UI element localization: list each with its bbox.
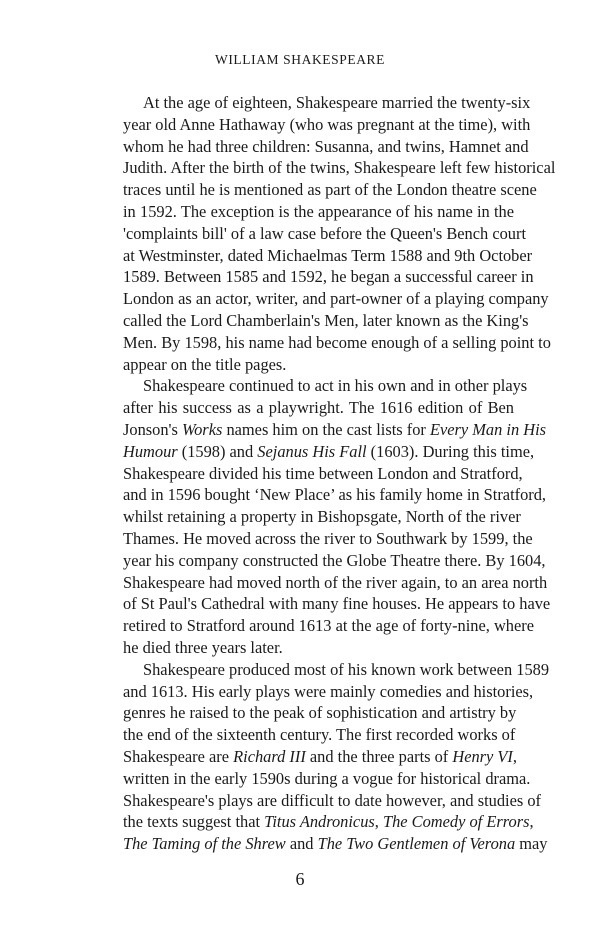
text-run: whilst retaining a property in Bishopsgate, North of the river	[123, 507, 521, 527]
text-line	[103, 790, 542, 812]
text-run: ,	[374, 812, 383, 832]
text-run: At the age of eighteen, Shakespeare married the twenty-six	[143, 93, 531, 112]
text-run: London as an actor, writer, and part-owner of a playing company	[123, 289, 549, 309]
text-line	[103, 768, 531, 790]
text-run: 'complaints bill' of a law case before the Queen's Bench court	[123, 223, 527, 243]
paragraph	[103, 92, 556, 375]
text-line	[103, 288, 549, 310]
text-line	[103, 637, 514, 659]
text-line	[103, 615, 534, 637]
italic-title: Every Man in His	[429, 419, 547, 439]
italic-title: Humour	[123, 441, 178, 461]
text-run: Shakespeare are	[123, 746, 234, 766]
text-run: 1589. Between 1585 and 1592, he began a successful career in	[123, 267, 534, 287]
text-run: retired to Stratford around 1613 at the age of forty-nine, where	[123, 616, 534, 636]
text-line	[103, 528, 533, 550]
text-run: written in the early 1590s during a vogue for historical drama.	[123, 768, 531, 788]
text-line	[103, 724, 514, 746]
text-run: genres he raised to the peak of sophistication and artistry by	[123, 703, 517, 723]
text-line	[103, 506, 521, 528]
text-run: whom he had three children: Susanna, and twins, Hamnet and	[123, 136, 529, 156]
text-line	[103, 463, 523, 485]
text-run: traces until he is mentioned as part of the London theatre scene	[123, 180, 537, 200]
text-line	[103, 310, 529, 332]
text-line	[103, 811, 534, 833]
text-line	[103, 746, 517, 768]
text-run: Thames. He moved across the river to Southwark by 1599, the	[123, 528, 533, 548]
text-run: Shakespeare had moved north of the river again, to an area north	[123, 572, 548, 592]
text-run: of St Paul's Cathedral with many fine houses. He appears to have	[123, 594, 551, 614]
text-run: after his success as a playwright. The 1616 edition of Ben	[123, 398, 514, 418]
italic-title: The Comedy of Errors	[383, 812, 530, 832]
text-run: appear on the title pages.	[123, 354, 287, 374]
text-run: in 1592. The exception is the appearance of his name in the	[123, 201, 514, 221]
text-run: Shakespeare divided his time between London and Stratford,	[123, 463, 523, 483]
text-line	[103, 375, 528, 397]
text-line	[103, 354, 514, 376]
text-line	[103, 484, 547, 506]
text-line	[103, 201, 514, 223]
text-line	[103, 223, 527, 245]
text-line	[103, 681, 534, 703]
text-run: Judith. After the birth of the twins, Shakespeare left few historical	[123, 158, 556, 178]
paragraph	[103, 375, 551, 658]
italic-title: Works	[181, 419, 223, 439]
text-run: names him on the cast lists for	[222, 419, 430, 439]
text-run: the texts suggest that	[123, 812, 265, 832]
text-run: year old Anne Hathaway (who was pregnant at the time), with	[123, 114, 531, 134]
italic-title: Richard III	[233, 746, 306, 766]
text-line	[103, 419, 547, 441]
text-line	[103, 397, 514, 419]
text-run: the end of the sixteenth century. The first recorded works of	[123, 725, 516, 745]
text-run: and	[285, 834, 318, 854]
italic-title: Henry VI	[452, 746, 513, 766]
paragraph	[103, 659, 550, 855]
text-line	[103, 92, 531, 114]
text-line	[103, 833, 548, 855]
text-line	[103, 441, 535, 463]
text-run: called the Lord Chamberlain's Men, later known as the King's	[123, 310, 529, 330]
italic-title: The Taming of the Shrew	[123, 834, 286, 854]
italic-title: The Two Gentlemen of Verona	[317, 834, 516, 854]
text-line	[103, 572, 548, 594]
text-run: Shakespeare continued to act in his own and in other plays	[143, 376, 528, 396]
text-line	[103, 702, 517, 724]
text-line	[103, 332, 551, 354]
text-run: ,	[529, 812, 534, 832]
body-text	[103, 92, 556, 855]
text-line	[103, 659, 550, 681]
text-run: and the three parts of	[305, 746, 453, 766]
text-run: and in 1596 bought ‘New Place’ as his family home in Stratford,	[123, 485, 547, 505]
text-run: he died three years later.	[123, 637, 283, 657]
text-line	[103, 157, 556, 179]
text-line	[103, 266, 534, 288]
text-run: at Westminster, dated Michaelmas Term 1588 and 9th October	[123, 245, 533, 265]
text-run: (1598) and	[177, 441, 258, 461]
text-run: ,	[512, 746, 517, 766]
text-run: year his company constructed the Globe Theatre there. By 1604,	[123, 550, 546, 570]
text-line	[103, 179, 537, 201]
text-line	[103, 245, 533, 267]
text-run: Shakespeare produced most of his known work between 1589	[143, 659, 550, 679]
italic-title: Titus Andronicus	[264, 812, 375, 832]
text-line	[103, 114, 531, 136]
text-run: may	[515, 834, 548, 854]
text-run: Shakespeare's plays are difficult to date however, and studies of	[123, 790, 542, 810]
italic-title: Sejanus His Fall	[257, 441, 367, 461]
text-line	[103, 593, 551, 615]
text-run: Men. By 1598, his name had become enough of a selling point to	[123, 332, 551, 352]
text-line	[103, 136, 529, 158]
text-run: and 1613. His early plays were mainly comedies and histories,	[123, 681, 534, 701]
text-run: Jonson's	[123, 419, 182, 439]
text-run: (1603). During this time,	[366, 441, 535, 461]
text-line	[103, 550, 546, 572]
running-head: WILLIAM SHAKESPEARE	[214, 52, 386, 67]
page-number: 6	[295, 869, 305, 889]
